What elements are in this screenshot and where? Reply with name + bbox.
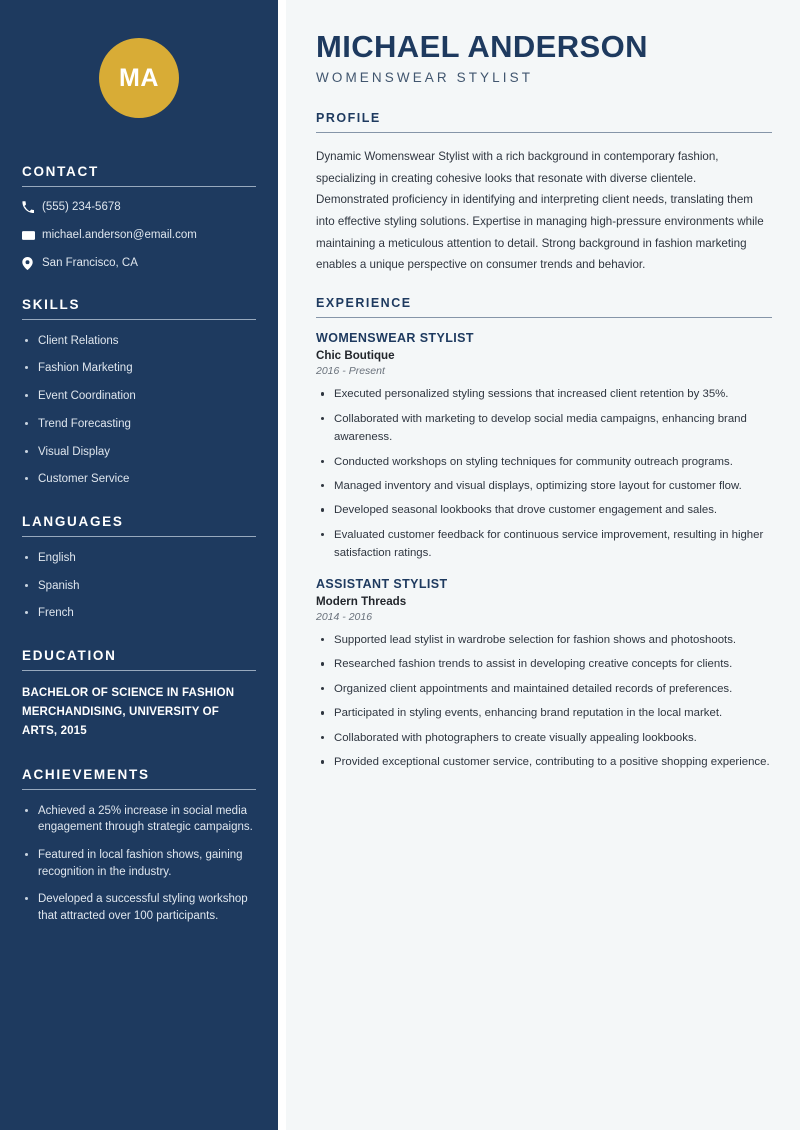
achievements-divider [22,789,256,790]
experience-heading: EXPERIENCE [316,296,412,311]
experience-entry [316,577,772,772]
experience-company: Chic Boutique [316,349,395,363]
job-title: WOMENSWEAR STYLIST [316,70,534,86]
list-item: Participated in styling events, enhancing brand reputation in the local market. [316,704,772,722]
experience-entry [316,331,772,563]
contact-item-email[interactable] [22,228,256,243]
list-item: Fashion Marketing [22,360,256,377]
experience-role: ASSISTANT STYLIST [316,576,448,591]
profile-divider [316,132,772,133]
location-pin-icon [22,257,42,270]
experience-dates: 2016 - Present [316,365,385,378]
list-item: Conducted workshops on styling techniques for community outreach programs. [316,453,772,471]
skills-heading: SKILLS [22,296,81,312]
sidebar [0,0,278,1130]
experience-role: WOMENSWEAR STYLIST [316,331,474,346]
education-heading: EDUCATION [22,647,117,663]
list-item: Developed a successful styling workshop that attracted over 100 participants. [22,891,256,924]
main-content [286,0,800,1130]
profile-text: Dynamic Womenswear Stylist with a rich background in contemporary fashion, specializing in creating cohesive looks that resonate with diverse clientele. Demonstrated proficiency in identifying and interpreting client needs, translating them into effective styling solutions. Expertise in managing high-pressure environments while maintaining a meticulous attention to detail. Strong background in fashion marketing enables a unique perspective on consumer trends and behavior. [316,150,764,272]
languages-heading: LANGUAGES [22,513,124,529]
education-section [22,648,256,741]
list-item: Provided exceptional customer service, contributing to a positive shopping experience. [316,753,772,771]
experience-section [316,296,772,772]
contact-location-value: San Francisco, CA [42,256,138,269]
list-item: Featured in local fashion shows, gaining recognition in the industry. [22,847,256,880]
contact-item-location[interactable] [22,256,256,271]
envelope-icon [22,229,42,242]
phone-icon [22,201,42,213]
list-item: Spanish [22,578,256,595]
list-item: Customer Service [22,471,256,488]
contact-email-value: michael.anderson@email.com [42,228,197,241]
skills-list [22,333,256,488]
profile-section [316,111,772,276]
experience-divider [316,317,772,318]
list-item: Executed personalized styling sessions that increased client retention by 35%. [316,385,772,403]
list-item: English [22,550,256,567]
list-item: Collaborated with marketing to develop social media campaigns, enhancing brand awareness. [316,410,772,447]
education-divider [22,670,256,671]
list-item: Collaborated with photographers to create visually appealing lookbooks. [316,729,772,747]
list-item: Evaluated customer feedback for continuous service improvement, resulting in higher satisfaction ratings. [316,526,772,563]
languages-divider [22,536,256,537]
contact-divider [22,186,256,187]
experience-company: Modern Threads [316,594,407,608]
achievements-heading: ACHIEVEMENTS [22,766,150,782]
list-item: Event Coordination [22,388,256,405]
list-item: Achieved a 25% increase in social media engagement through strategic campaigns. [22,803,256,836]
languages-list [22,550,256,622]
avatar-container [22,0,256,164]
column-gutter [278,0,286,1130]
experience-bullets [316,631,772,772]
page-title: MICHAEL ANDERSON [316,29,648,64]
contact-phone-value: (555) 234-5678 [42,201,121,213]
contact-item-phone[interactable] [22,200,256,215]
list-item: Trend Forecasting [22,416,256,433]
experience-dates: 2014 - 2016 [316,610,373,623]
education-entry: BACHELOR OF SCIENCE IN FASHION MERCHANDISING, UNIVERSITY OF ARTS, 2015 [22,686,235,737]
languages-section [22,514,256,622]
contact-section [22,164,256,271]
achievements-section [22,767,256,925]
list-item: Organized client appointments and maintained detailed records of preferences. [316,680,772,698]
achievements-list [22,803,256,925]
list-item: Developed seasonal lookbooks that drove customer engagement and sales. [316,501,772,519]
skills-divider [22,319,256,320]
skills-section [22,297,256,488]
list-item: French [22,605,256,622]
contact-heading: CONTACT [22,164,99,179]
list-item: Client Relations [22,333,256,350]
list-item: Researched fashion trends to assist in developing creative concepts for clients. [316,655,772,673]
experience-bullets [316,385,772,563]
avatar: MA [99,38,179,118]
list-item: Visual Display [22,444,256,461]
profile-heading: PROFILE [316,111,381,126]
list-item: Supported lead stylist in wardrobe selection for fashion shows and photoshoots. [316,631,772,649]
list-item: Managed inventory and visual displays, optimizing store layout for customer flow. [316,477,772,495]
